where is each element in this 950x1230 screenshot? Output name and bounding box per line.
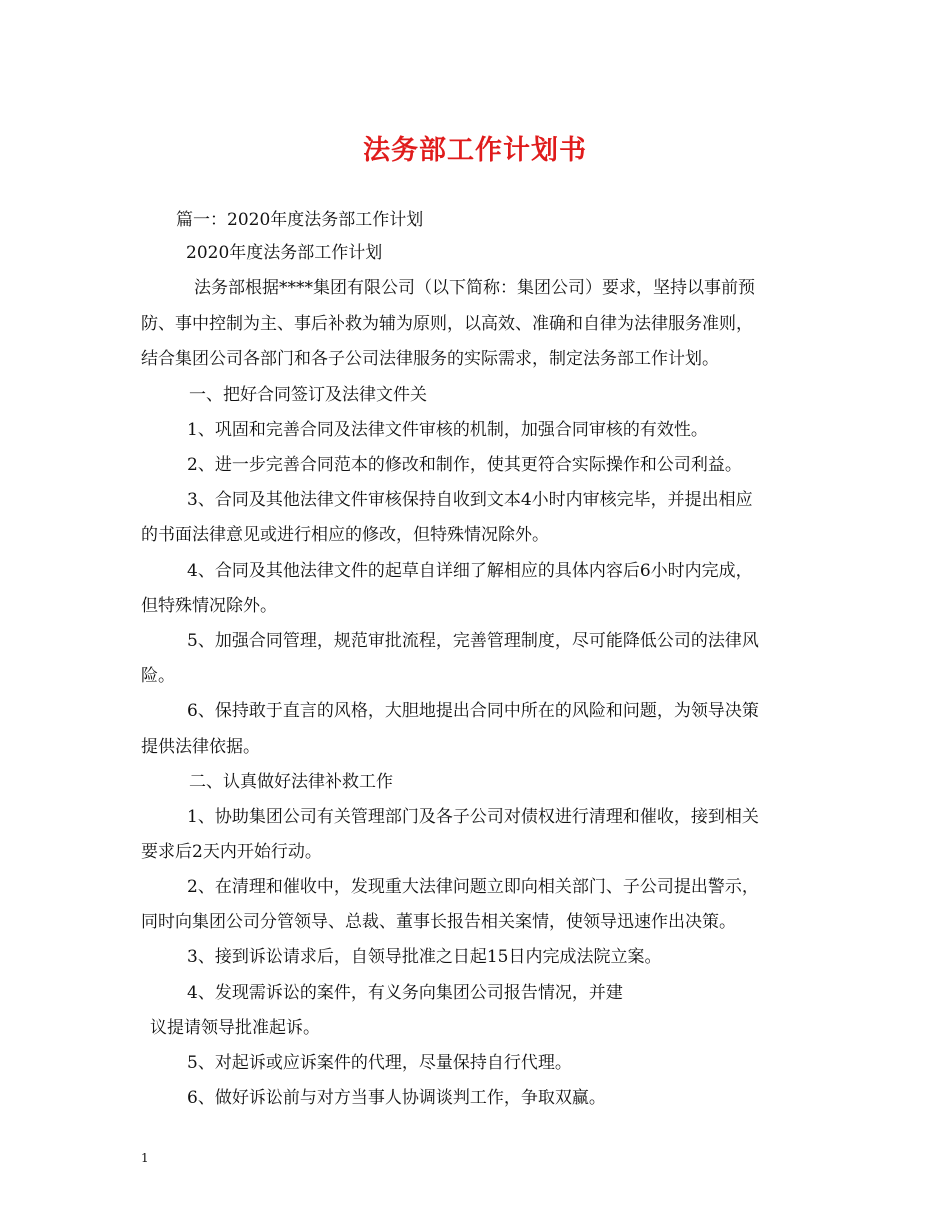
- page-number: 1: [141, 1151, 149, 1165]
- intro-line: 防、事中控制为主、事后补救为辅为原则，以高效、准确和自律为法律服务准则，: [141, 314, 753, 334]
- part2-line: 1、协助集团公司有关管理部门及各子公司对债权进行清理和催收，接到相关: [187, 807, 759, 827]
- sub-heading: 2020年度法务部工作计划: [186, 243, 383, 263]
- part1-line: 3、合同及其他法律文件审核保持自收到文本4小时内审核完毕，并提出相应: [187, 490, 753, 510]
- intro-line: 法务部根据****集团有限公司（以下简称：集团公司）要求，坚持以事前预: [194, 278, 755, 298]
- section-heading: 篇一：2020年度法务部工作计划: [176, 210, 424, 230]
- part1-line: 4、合同及其他法律文件的起草自详细了解相应的具体内容后6小时内完成，: [187, 561, 753, 581]
- part2-line: 3、接到诉讼请求后，自领导批准之日起15日内完成法院立案。: [187, 947, 662, 967]
- part1-line: 的书面法律意见或进行相应的修改，但特殊情况除外。: [141, 525, 549, 545]
- part1-line: 但特殊情况除外。: [141, 596, 277, 616]
- part2-line: 2、在清理和催收中，发现重大法律问题立即向相关部门、子公司提出警示，: [187, 877, 759, 897]
- part1-line: 2、进一步完善合同范本的修改和制作，使其更符合实际操作和公司利益。: [187, 455, 742, 475]
- intro-line: 结合集团公司各部门和各子公司法律服务的实际需求，制定法务部工作计划。: [141, 349, 719, 369]
- part1-line: 1、巩固和完善合同及法律文件审核的机制，加强合同审核的有效性。: [187, 420, 708, 440]
- part1-line: 5、加强合同管理，规范审批流程，完善管理制度，尽可能降低公司的法律风: [187, 631, 759, 651]
- part2-line: 6、做好诉讼前与对方当事人协调谈判工作，争取双赢。: [187, 1088, 606, 1108]
- part2-line: 要求后2天内开始行动。: [141, 842, 322, 862]
- document-title: 法务部工作计划书: [363, 135, 587, 166]
- part1-line: 6、保持敢于直言的风格，大胆地提出合同中所在的风险和问题，为领导决策: [187, 701, 759, 721]
- part1-line: 险。: [141, 666, 175, 686]
- part1-heading: 一、把好合同签订及法律文件关: [189, 385, 427, 405]
- part2-heading: 二、认真做好法律补救工作: [189, 772, 393, 792]
- part2-line: 4、发现需诉讼的案件，有义务向集团公司报告情况，并建: [187, 983, 623, 1003]
- part1-line: 提供法律依据。: [141, 737, 260, 757]
- part2-line: 议提请领导批准起诉。: [150, 1018, 320, 1038]
- part2-line: 同时向集团公司分管领导、总裁、董事长报告相关案情，使领导迅速作出决策。: [141, 912, 736, 932]
- part2-line: 5、对起诉或应诉案件的代理，尽量保持自行代理。: [187, 1053, 572, 1073]
